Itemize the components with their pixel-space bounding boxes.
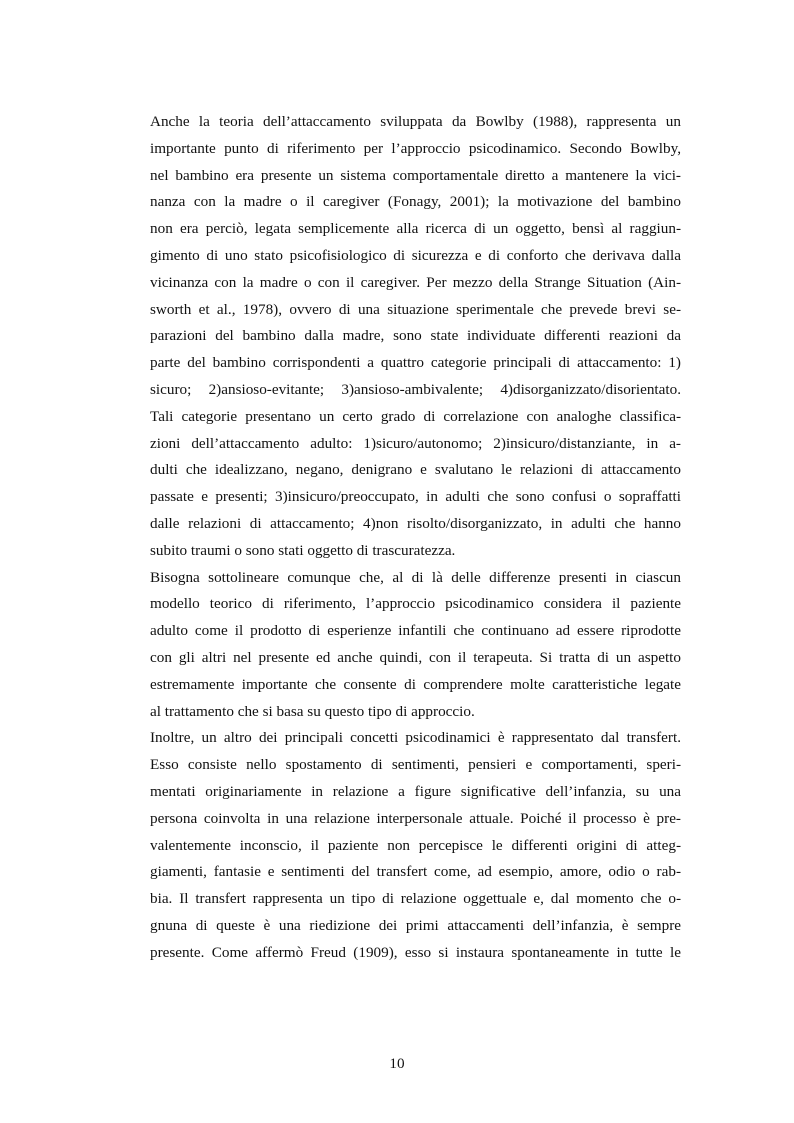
text-line: bia. Il transfert rappresenta un tipo di relazione oggettuale e, dal momento che o-: [150, 890, 681, 908]
text-line: Anche la teoria dell’attaccamento sviluppata da Bowlby (1988), rappresenta un: [150, 113, 681, 130]
text-line: Esso consiste nello spostamento di sentimenti, pensieri e comportamenti, speri-: [150, 756, 681, 774]
text-line: mentati originariamente in relazione a figure significative dell’infanzia, su una: [150, 782, 681, 800]
text-line: adulto come il prodotto di esperienze infantili che continuano ad essere riprodotte: [150, 622, 681, 640]
text-line: Tali categorie presentano un certo grado di correlazione con analoghe classifica-: [150, 407, 681, 425]
text-line: parte del bambino corrispondenti a quattro categorie principali di attaccamento: 1): [150, 354, 681, 372]
text-line: dulti che idealizzano, negano, denigrano e svalutano le relazioni di attaccamento: [150, 461, 681, 479]
text-line: parazioni del bambino dalla madre, sono state individuate differenti reazioni da: [150, 327, 681, 345]
text-line: zioni dell’attaccamento adulto: 1)sicuro/autonomo; 2)insicuro/distanziante, in a-: [150, 434, 681, 452]
text-line: modello teorico di riferimento, l’approccio psicodinamico considera il paziente: [150, 595, 681, 613]
text-line: passate e presenti; 3)insicuro/preoccupato, in adulti che sono confusi o sopraffatti: [150, 488, 681, 506]
text-line: gimento di uno stato psicofisiologico di sicurezza e di conforto che derivava dalla: [150, 246, 681, 264]
paragraph-transference: [150, 725, 681, 966]
paragraph-attachment-theory: [150, 109, 681, 565]
paragraph-psychodynamic-approach: [150, 565, 681, 726]
text-line: Bisogna sottolineare comunque che, al di là delle differenze presenti in ciascun: [150, 568, 681, 586]
text-line: importante punto di riferimento per l’approccio psicodinamico. Secondo Bowlby,: [150, 139, 681, 157]
text-line: nanza con la madre o il caregiver (Fonagy, 2001); la motivazione del bambino: [150, 193, 681, 211]
text-line: vicinanza con la madre o con il caregiver. Per mezzo della Strange Situation (Ain-: [150, 273, 681, 291]
page-body: [150, 109, 681, 967]
text-line: presente. Come affermò Freud (1909), esso si instaura spontaneamente in tutte le: [150, 943, 681, 961]
page-number: 10: [389, 1055, 405, 1072]
text-line: dalle relazioni di attaccamento; 4)non risolto/disorganizzato, in adulti che hanno: [150, 514, 681, 532]
text-line: valentemente inconscio, il paziente non percepisce le differenti origini di atteg-: [150, 836, 681, 854]
text-line: sicuro; 2)ansioso-evitante; 3)ansioso-ambivalente; 4)disorganizzato/disorientato.: [150, 380, 681, 398]
text-line: Inoltre, un altro dei principali concetti psicodinamici è rappresentato dal transfert.: [150, 729, 681, 747]
text-line: non era perciò, legata semplicemente alla ricerca di un oggetto, bensì al raggiun-: [150, 220, 681, 238]
text-line: persona coinvolta in una relazione interpersonale attuale. Poiché il processo è pre-: [150, 809, 681, 827]
text-line: subito traumi o sono stati oggetto di trascuratezza.: [150, 541, 456, 559]
text-line: al trattamento che si basa su questo tipo di approccio.: [150, 702, 475, 720]
text-line: estremamente importante che consente di comprendere molte caratteristiche legate: [150, 675, 681, 693]
text-line: gnuna di queste è una riedizione dei primi attaccamenti dell’infanzia, è sempre: [150, 916, 681, 934]
text-line: sworth et al., 1978), ovvero di una situazione sperimentale che prevede brevi se-: [150, 300, 681, 318]
text-line: giamenti, fantasie e sentimenti del transfert come, ad esempio, amore, odio o rab-: [150, 863, 681, 881]
text-line: nel bambino era presente un sistema comportamentale diretto a mantenere la vici-: [150, 166, 681, 184]
text-line: con gli altri nel presente ed anche quindi, con il terapeuta. Si tratta di un aspetto: [150, 648, 681, 666]
